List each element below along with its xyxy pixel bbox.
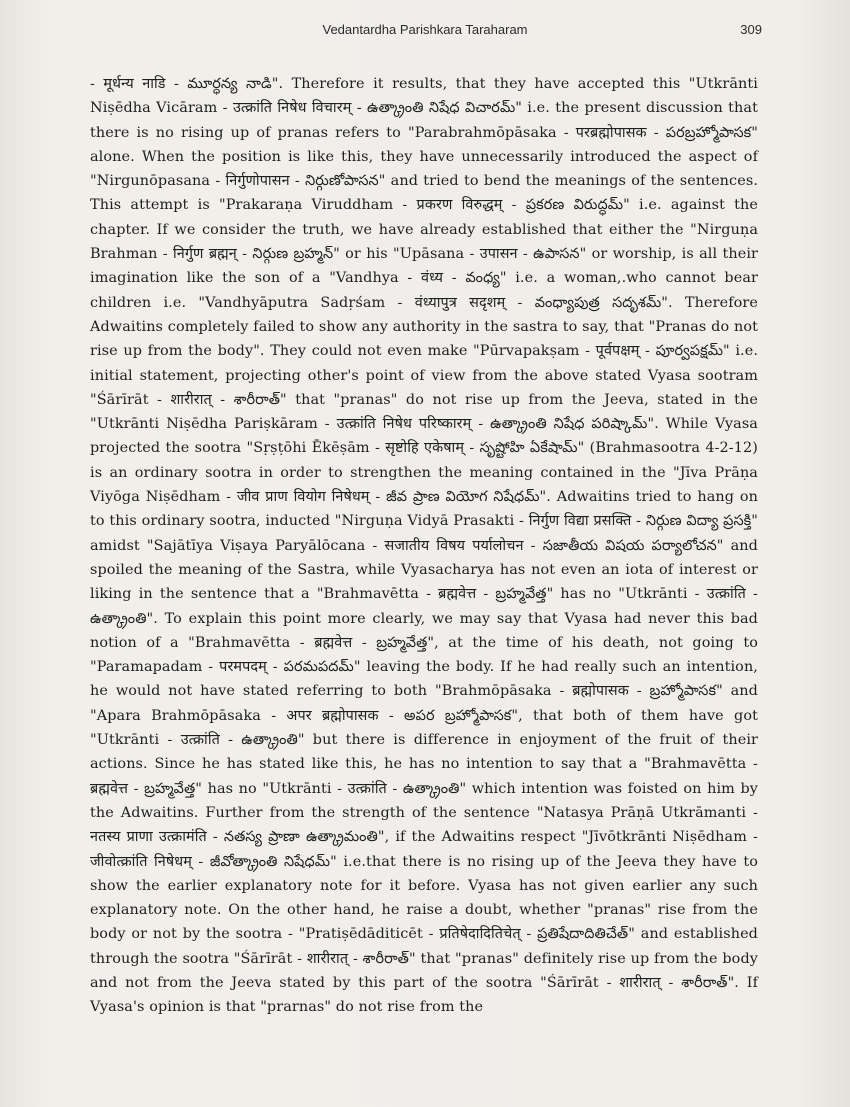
body-text bbox=[90, 72, 758, 1020]
page-number: 309 bbox=[740, 22, 762, 37]
running-header bbox=[0, 20, 850, 42]
book-title: Vedantardha Parishkara Taraharam bbox=[322, 22, 528, 37]
paragraph: - मूर्धन्य नाडि - మూర్ధన్య నాడి". Therefore it results, that they have accepted this "Utkrānti Niṣēdha Vicāram - उत्क्रांति निषेध विचारम् - ఉత్క్రాంతి నిషేధ విచారమ్" i.e. the present discussion that there is no rising up of pranas refers to "Parabrahmōpāsaka - परब्रह्मोपासक - పరబ్రహ్మోపాసక" alone. When the position is like this, they have unnecessarily introduced the aspect of "Nirgunōpasana - निर्गुणोपासन - నిర్గుణోపాసన" and tried to bend the meanings of the sentences. This attempt is "Prakaraṇa Viruddham - प्रकरण विरुद्धम् - ప్రకరణ విరుద్ధమ్" i.e. against the chapter. If we consider the truth, we have already established that either the "Nirguṇa Brahman - निर्गुण ब्रह्मन् - నిర్గుణ బ్రహ్మన్" or his "Upāsana - उपासन - ఉపాసన" or worship, is all their imagination like the son of a "Vandhya - वंध्य - వంధ్య" i.e. a woman,.who cannot bear children i.e. "Vandhyāputra Sadṛśam - वंध्यापुत्र सदृशम् - వంధ్యాపుత్ర సదృశమ్". Therefore Adwaitins completely failed to show any authority in the sastra to say, that "Pranas do not rise up from the body". They could not even make "Pūrvapakṣam - पूर्वपक्षम् - పూర్వపక్షమ్" i.e. initial statement, projecting other's point of view from the above stated Vyasa sootram "Śārīrāt - शारीरात् - శారీరాత్" that "pranas" do not rise up from the Jeeva, stated in the "Utkrānti Niṣēdha Pariṣkāram - उत्क्रांति निषेध परिष्कारम् - ఉత్క్రాంతి నిషేధ పరిష్కామ్". While Vyasa projected the sootra "Sṛṣṭōhi Ēkēṣām - सृष्टोहि एकेषाम् - సృష్టోహి ఏకేషామ్" (Brahmasootra 4-2-12) is an ordinary sootra in order to strengthen the meaning contained in the "Jīva Prāṇa Viyōga Niṣēdham - जीव प्राण वियोग निषेधम् - జీవ ప్రాణ వియోగ నిషేధమ్". Adwaitins tried to hang on to this ordinary sootra, inducted "Nirguṇa Vidyā Prasakti - निर्गुण विद्या प्रसक्ति - నిర్గుణ విద్యా ప్రసక్తి" amidst "Sajātīya Viṣaya Paryālōcana - सजातीय विषय पर्यालोचन - సజాతీయ విషయ పర్యాలోచన" and spoiled the meaning of the Sastra, while Vyasacharya has not even an iota of interest or liking in the sentence that a "Brahmavētta - ब्रह्मवेत्त - బ్రహ్మవేత్త" has no "Utkrānti - उत्क्रांति - ఉత్క్రాంతి". To explain this point more clearly, we may say that Vyasa had never this bad notion of a "Brahmavētta - ब्रह्मवेत्त - బ్రహ్మవేత్త", at the time of his death, not going to "Paramapadam - परमपदम् - పరమపదమ్" leaving the body. If he had really such an intention, he would not have stated referring to both "Brahmōpāsaka - ब्रह्मोपासक - బ్రహ్మోపాసక" and "Apara Brahmōpāsaka - अपर ब्रह्मोपासक - అపర బ్రహ్మోపాసక", that both of them have got "Utkrānti - उत्क्रांति - ఉత్క్రాంతి" but there is difference in enjoyment of the fruit of their actions. Since he has stated like this, he has no intention to say that a "Brahmavētta - ब्रह्मवेत्त - బ్రహ్మవేత్త" has no "Utkrānti - उत्क्रांति - ఉత్క్రాంతి" which intention was foisted on him by the Adwaitins. Further from the strength of the sentence "Natasya Prāṇā Utkrāmanti - नतस्य प्राणा उत्क्रामंति - నతస్య ప్రాణా ఉత్క్రామంతి", if the Adwaitins respect "Jīvōtkrānti Niṣēdham - जीवोत्क्रांति निषेधम् - జీవోత్క్రాంతి నిషేధమ్" i.e.that there is no rising up of the Jeeva they have to show the earlier explanatory note for it before. Vyasa has not given earlier any such explanatory note. On the other hand, he raise a doubt, whether "pranas" rise from the body or not by the sootra - "Pratiṣēdāditicēt - प्रतिषेदादितिचेत् - ప్రతిషేదాదితిచేత్" and established through the sootra "Śārīrāt - शारीरात् - శారీరాత్" that "pranas" definitely rise up from the body and not from the Jeeva stated by this part of the sootra "Śārīrāt - शारीरात् - శారీరాత్". If Vyasa's opinion is that "prarnas" do not rise from the bbox=[90, 76, 758, 1016]
